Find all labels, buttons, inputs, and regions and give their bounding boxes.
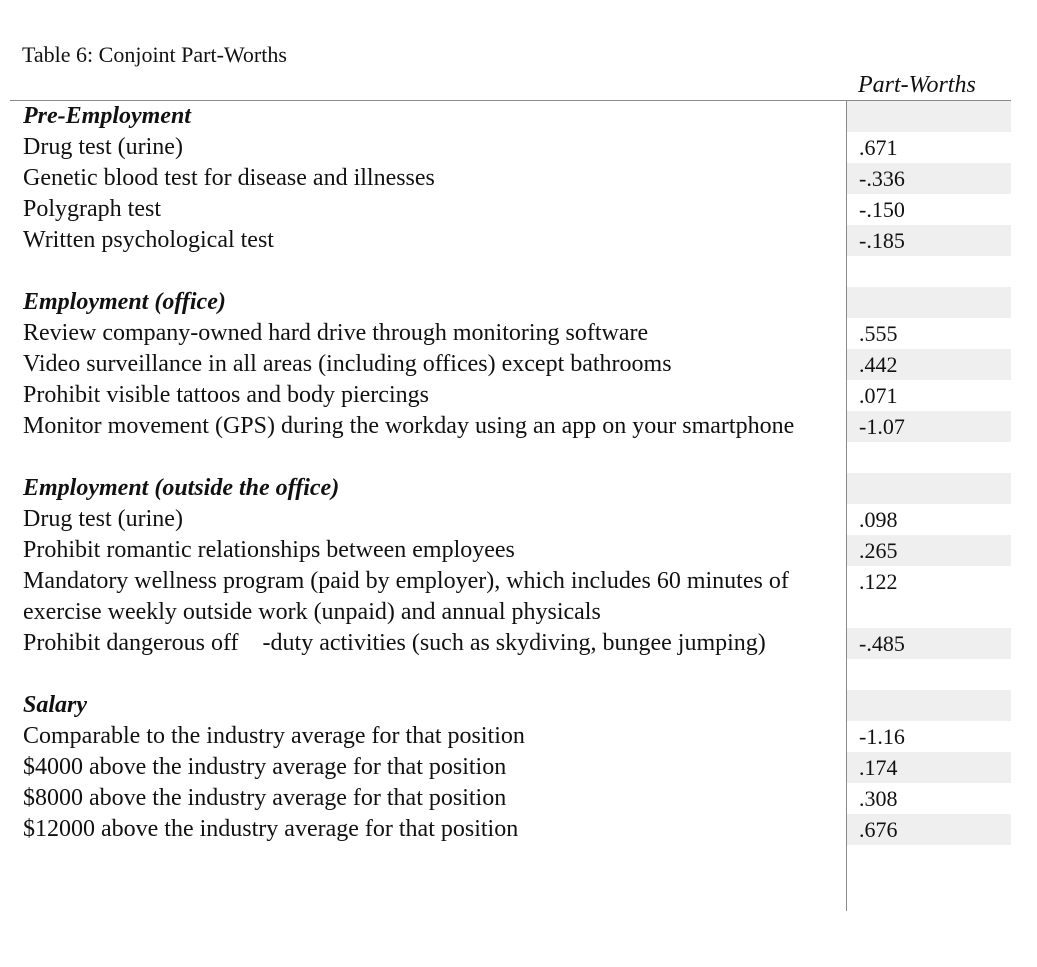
- table-row: [0, 535, 1037, 566]
- row-label: Review company-owned hard drive through monitoring software: [23, 320, 649, 346]
- row-label: Written psychological test: [23, 227, 274, 253]
- row-value: .174: [847, 752, 1011, 783]
- table-row: [0, 411, 1037, 442]
- table-row: [0, 380, 1037, 411]
- spacer-row: [0, 442, 1037, 473]
- row-label: Comparable to the industry average for that position: [23, 723, 525, 749]
- table-row: [0, 721, 1037, 752]
- section-heading-row: [0, 287, 1037, 318]
- table-row: [0, 783, 1037, 814]
- row-label: Video surveillance in all areas (including offices) except bathrooms: [23, 351, 672, 377]
- row-label: Polygraph test: [23, 196, 161, 222]
- row-label: Prohibit visible tattoos and body piercings: [23, 382, 429, 408]
- section-heading: Employment (office): [23, 289, 226, 315]
- table-row: [0, 163, 1037, 194]
- row-value: .555: [859, 321, 898, 346]
- table-row: [0, 349, 1037, 380]
- row-value: .308: [859, 786, 898, 811]
- row-value: -.185: [847, 225, 1011, 256]
- spacer-row: [0, 659, 1037, 690]
- section-heading: Pre-Employment: [23, 103, 191, 129]
- spacer-row: [0, 256, 1037, 287]
- row-value: -.150: [859, 197, 905, 222]
- row-label: Drug test (urine): [23, 506, 183, 532]
- row-value: .071: [859, 383, 898, 408]
- row-value: .265: [847, 535, 1011, 566]
- row-value: .442: [847, 349, 1011, 380]
- table-row: [0, 628, 1037, 659]
- table-row: [0, 566, 1037, 628]
- table-row: [0, 752, 1037, 783]
- row-value: .122: [859, 569, 898, 594]
- row-label: $8000 above the industry average for that position: [23, 785, 507, 811]
- table-row: [0, 132, 1037, 163]
- row-label: $4000 above the industry average for that position: [23, 754, 507, 780]
- section-heading-row: [0, 101, 1037, 132]
- value-cell: [847, 473, 1011, 504]
- table-row: [0, 318, 1037, 349]
- row-label: Prohibit romantic relationships between employees: [23, 537, 515, 563]
- value-cell: [847, 101, 1011, 132]
- section-heading: Employment (outside the office): [23, 475, 340, 501]
- row-value: .676: [847, 814, 1011, 845]
- table-row: [0, 504, 1037, 535]
- section-heading-row: [0, 690, 1037, 721]
- value-cell: [847, 690, 1011, 721]
- value-cell: [847, 256, 1011, 287]
- section-heading: Salary: [23, 692, 88, 718]
- row-value: .671: [859, 135, 898, 160]
- table-row: [0, 194, 1037, 225]
- row-label: $12000 above the industry average for that position: [23, 816, 519, 842]
- part-worths-column-header: Part-Worths: [858, 72, 976, 98]
- row-value: -.336: [847, 163, 1011, 194]
- value-cell: [847, 287, 1011, 318]
- row-label: Prohibit dangerous off -duty activities (such as skydiving, bungee jumping): [23, 630, 766, 656]
- row-label: Monitor movement (GPS) during the workday using an app on your smartphone: [23, 413, 795, 439]
- row-value: -.485: [847, 628, 1011, 659]
- row-value: -1.07: [847, 411, 1011, 442]
- row-label: Mandatory wellness program (paid by employer), which includes 60 minutes of exercise weekly outside work (unpaid) and annual physicals: [23, 568, 789, 625]
- value-cell: [847, 659, 1011, 690]
- row-value: -1.16: [859, 724, 905, 749]
- section-heading-row: [0, 473, 1037, 504]
- table-caption: Table 6: Conjoint Part-Worths: [22, 42, 287, 67]
- part-worths-table: [0, 101, 1037, 845]
- table-row: [0, 225, 1037, 256]
- row-label: Genetic blood test for disease and illnesses: [23, 165, 435, 191]
- value-cell: [847, 442, 1011, 473]
- row-label: Drug test (urine): [23, 134, 183, 160]
- table-row: [0, 814, 1037, 845]
- row-value: .098: [859, 507, 898, 532]
